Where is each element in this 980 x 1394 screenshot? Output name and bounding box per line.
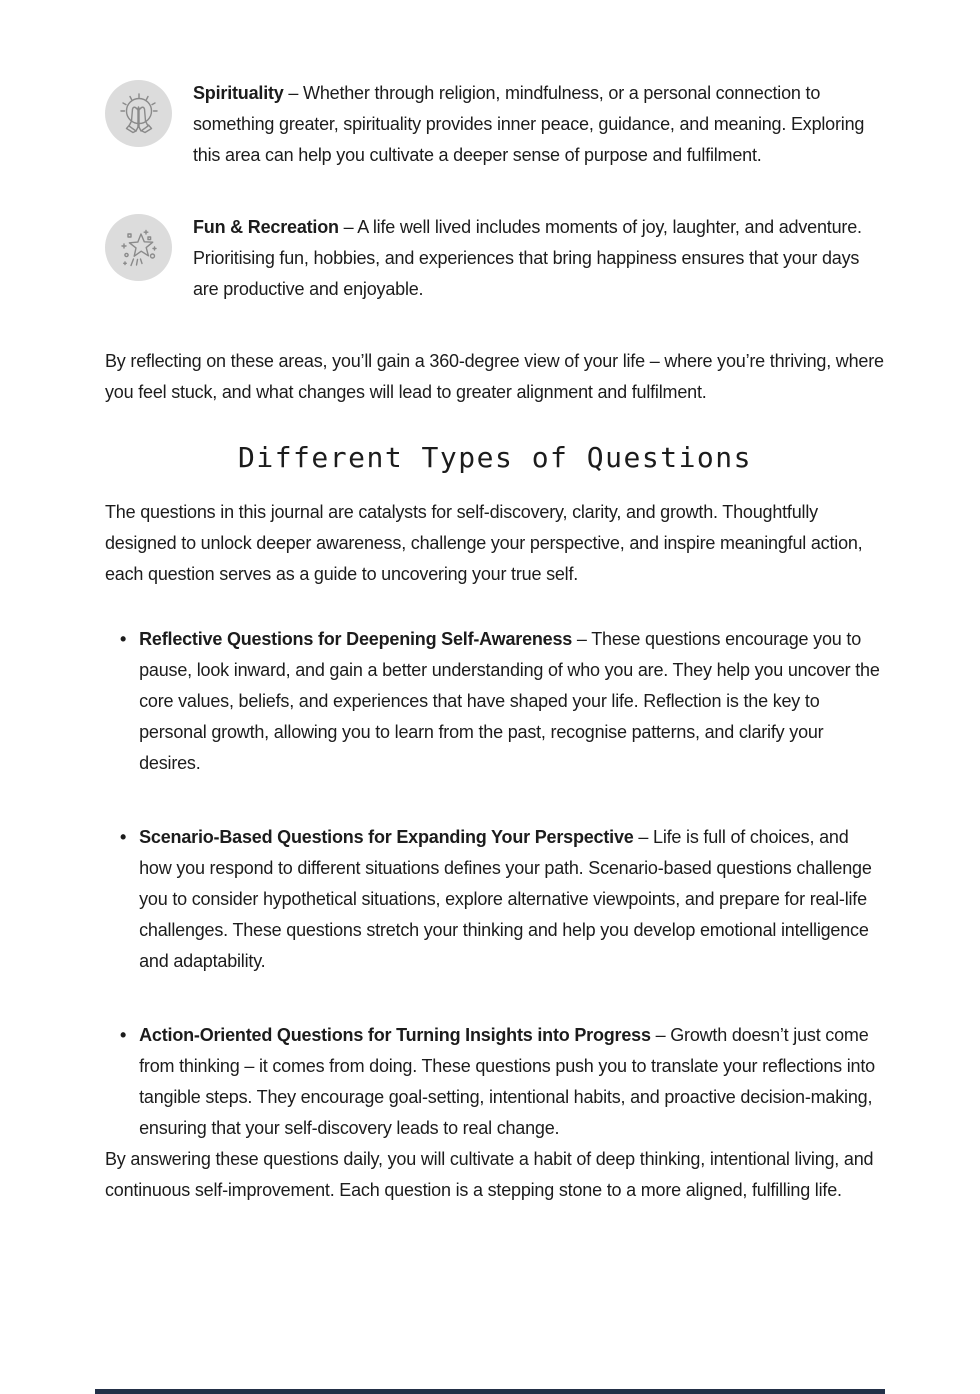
bullet-icon: •: [120, 1025, 127, 1045]
life-area-text: [193, 78, 885, 171]
bullet-icon: •: [120, 629, 127, 649]
question-type-body: – Growth doesn’t just come from thinking – it comes from doing. These questions push you to translate your reflections into tangible steps. They encourage goal-setting, intentional habits, and proactive decision-making, ensuring that your self-discovery leads to real change.: [139, 1025, 875, 1138]
life-area-spirituality: [105, 78, 885, 171]
life-area-fun-recreation: [105, 212, 885, 305]
closing-paragraph: By answering these questions daily, you will cultivate a habit of deep thinking, intentional living, and continuous self-improvement. Each question is a stepping stone to a more aligned, fulfilling life.: [105, 1149, 874, 1200]
list-item-text: [139, 1020, 885, 1144]
intro-paragraph: By reflecting on these areas, you’ll gain a 360-degree view of your life – where you’re thriving, where you feel stuck, and what changes will lead to greater alignment and fulfilment.: [105, 351, 884, 402]
shooting-star-icon: [105, 214, 172, 281]
section-heading: Different Types of Questions: [237, 441, 752, 474]
life-area-text: [193, 212, 885, 305]
life-area-title: Spirituality: [193, 83, 284, 103]
bullet-icon: •: [120, 827, 127, 847]
list-item: [120, 624, 885, 779]
question-types-list: [105, 624, 885, 1144]
life-area-body: – A life well lived includes moments of joy, laughter, and adventure. Prioritising fun, hobbies, and experiences that bring happiness ensures that your days are productive and enjoyable.: [193, 217, 862, 299]
question-type-title: Reflective Questions for Deepening Self-Awareness: [139, 629, 573, 649]
list-item-text: [139, 624, 885, 779]
life-area-title: Fun & Recreation: [193, 217, 339, 237]
section-paragraph: The questions in this journal are catalysts for self-discovery, clarity, and growth. Thoughtfully designed to unlock deeper awareness, challenge your perspective, and inspire meaningful action, each question serves as a guide to uncovering your true self.: [105, 502, 863, 584]
page-footer-bar: [95, 1389, 885, 1394]
list-item: [120, 1020, 885, 1144]
question-type-body: – Life is full of choices, and how you respond to different situations defines your path. Scenario-based questions challenge you to consider hypothetical situations, explore alternative viewpoints, and prepare for real-life challenges. These questions stretch your thinking and help you develop emotional intelligence and adaptability.: [139, 827, 872, 971]
praying-hands-icon: [105, 80, 172, 147]
question-type-title: Action-Oriented Questions for Turning Insights into Progress: [139, 1025, 651, 1045]
life-area-body: – Whether through religion, mindfulness, or a personal connection to something greater, spirituality provides inner peace, guidance, and meaning. Exploring this area can help you cultivate a deeper sense of purpose and fulfilment.: [193, 83, 865, 165]
question-type-title: Scenario-Based Questions for Expanding Your Perspective: [139, 827, 634, 847]
list-item-text: [139, 822, 885, 977]
question-type-body: – These questions encourage you to pause, look inward, and gain a better understanding of who you are. They help you uncover the core values, beliefs, and experiences that have shaped your life. Reflection is the key to personal growth, allowing you to learn from the past, recognise patterns, and clarify your desires.: [139, 629, 880, 773]
list-item: [120, 822, 885, 977]
